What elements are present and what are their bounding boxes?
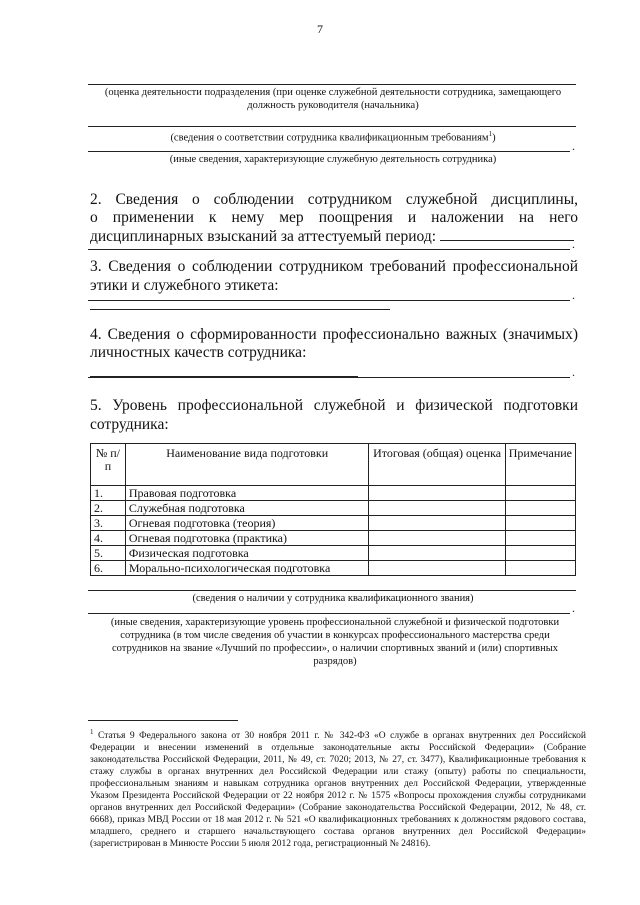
section-3-line-2	[90, 276, 578, 315]
row-num: 6.	[91, 561, 126, 576]
row-total	[369, 561, 505, 576]
row-num: 2.	[91, 501, 126, 516]
footnote-mark: 1	[90, 728, 94, 736]
footnote-ref: 1	[488, 130, 493, 138]
table-row	[91, 501, 576, 516]
underline-5	[88, 300, 570, 301]
section-5-line-2: сотрудника:	[90, 416, 169, 433]
period-8: .	[572, 601, 575, 615]
caption-subdivision-assessment: (оценка деятельности подразделения (при оценке служебной деятельности сотрудника, замещающего должность руководителя (начальника)	[104, 87, 562, 111]
row-name: Физическая подготовка	[125, 546, 369, 561]
underline-2	[88, 126, 576, 127]
table-row	[91, 531, 576, 546]
row-note	[505, 486, 575, 501]
caption-qualification-rank: (сведения о наличии у сотрудника квалификационного звания)	[192, 593, 474, 604]
row-total	[369, 486, 505, 501]
row-name: Служебная подготовка	[125, 501, 369, 516]
fill-line-2	[440, 226, 574, 241]
page-number: 7	[317, 22, 323, 36]
row-num: 3.	[91, 516, 126, 531]
row-total	[369, 516, 505, 531]
row-note	[505, 561, 575, 576]
section-4-line-2-text: личностных качеств сотрудника:	[90, 344, 307, 361]
table-row	[91, 516, 576, 531]
section-3-line-2-text: этики и служебного этикета:	[90, 277, 279, 294]
underline-7	[88, 590, 576, 591]
caption-qualification-text: (сведения о соответствии сотрудника квалификационным требованиям	[170, 132, 489, 144]
caption-qualification-end: )	[492, 132, 496, 144]
underline-6	[88, 377, 570, 378]
period-5: .	[572, 288, 575, 302]
header-note: Примечание	[505, 444, 575, 486]
underline-4	[88, 249, 570, 250]
footnote-separator	[88, 720, 238, 721]
section-2-line-3-text: дисциплинарных взысканий за аттестуемый период:	[90, 228, 437, 245]
row-name: Огневая подготовка (теория)	[125, 516, 369, 531]
fill-line-3	[90, 295, 390, 310]
section-2-line-3	[90, 226, 578, 246]
training-table	[90, 443, 576, 576]
period-3: .	[572, 139, 575, 153]
row-note	[505, 516, 575, 531]
table-row	[91, 546, 576, 561]
section-2-line-2: о применении к нему мер поощрения и наложении на него	[90, 209, 578, 226]
caption-other-info: (иные сведения, характеризующие служебную деятельность сотрудника)	[169, 154, 497, 165]
row-total	[369, 546, 505, 561]
row-num: 5.	[91, 546, 126, 561]
row-name: Огневая подготовка (практика)	[125, 531, 369, 546]
header-num: № п/п	[91, 444, 126, 486]
fill-line-4	[90, 362, 358, 377]
row-total	[369, 501, 505, 516]
row-num: 1.	[91, 486, 126, 501]
table-row	[91, 486, 576, 501]
header-name: Наименование вида подготовки	[125, 444, 369, 486]
row-num: 4.	[91, 531, 126, 546]
caption-qualification	[90, 128, 576, 145]
row-name: Правовая подготовка	[125, 486, 369, 501]
underline-8	[88, 613, 570, 614]
period-6: .	[572, 365, 575, 379]
row-note	[505, 531, 575, 546]
underline-3	[88, 151, 570, 152]
caption-training-other: (иные сведения, характеризующие уровень профессиональной служебной и физической подготовки сотрудника (в том числе сведения об участии в конкурсах профессионального мастерства среди сотрудников на звание «Лучший по профессии», о наличии спортивных званий и (или) спортивных разрядов)	[110, 617, 560, 667]
section-2-line-1: 2. Сведения о соблюдении сотрудником служебной дисциплины,	[90, 191, 578, 208]
period-4: .	[572, 237, 575, 251]
section-5-line-1: 5. Уровень профессиональной служебной и физической подготовки	[90, 397, 578, 414]
row-note	[505, 501, 575, 516]
row-name: Морально-психологическая подготовка	[125, 561, 369, 576]
footnote-text: Статья 9 Федерального закона от 30 ноября 2011 г. № 342-ФЗ «О службе в органах внутренних дел Российской Федерации и внесении изменений в отдельные законодательные акты Российской Федерации» (Собрание законодательства Российской Федерации, 2011, № 49, ст. 7020; 2013, № 27, ст. 3477), Квалификационные требования к стажу службы в органах внутренних дел Российской Федерации или стажу (опыту) работы по специальности, профессиональным знаниям и навыкам сотрудника органов внутренних дел Российской Федерации, утвержденные Указом Президента Российской Федерации от 22 ноября 2012 г. № 1575 «Вопросы прохождения службы сотрудниками органов внутренних дел Российской Федерации» (Собрание законодательства Российской Федерации, 2012, № 48, ст. 6668), приказ МВД России от 18 мая 2012 г. № 521 «О квалификационных требованиях к должностям рядового состава, младшего, среднего и старшего начальствующего состава органов внутренних дел Российской Федерации» (зарегистрирован в Минюсте России 5 июля 2012 года, регистрационный № 24816).	[90, 731, 587, 850]
underline-1	[88, 84, 576, 85]
footnote	[90, 726, 586, 850]
row-note	[505, 546, 575, 561]
table-row	[91, 561, 576, 576]
row-total	[369, 531, 505, 546]
table-header-row	[91, 444, 576, 486]
header-total: Итоговая (общая) оценка	[369, 444, 505, 486]
section-3-line-1: 3. Сведения о соблюдении сотрудником требований профессиональной	[90, 258, 578, 275]
section-4-line-1: 4. Сведения о сформированности профессионально важных (значимых)	[90, 326, 578, 343]
